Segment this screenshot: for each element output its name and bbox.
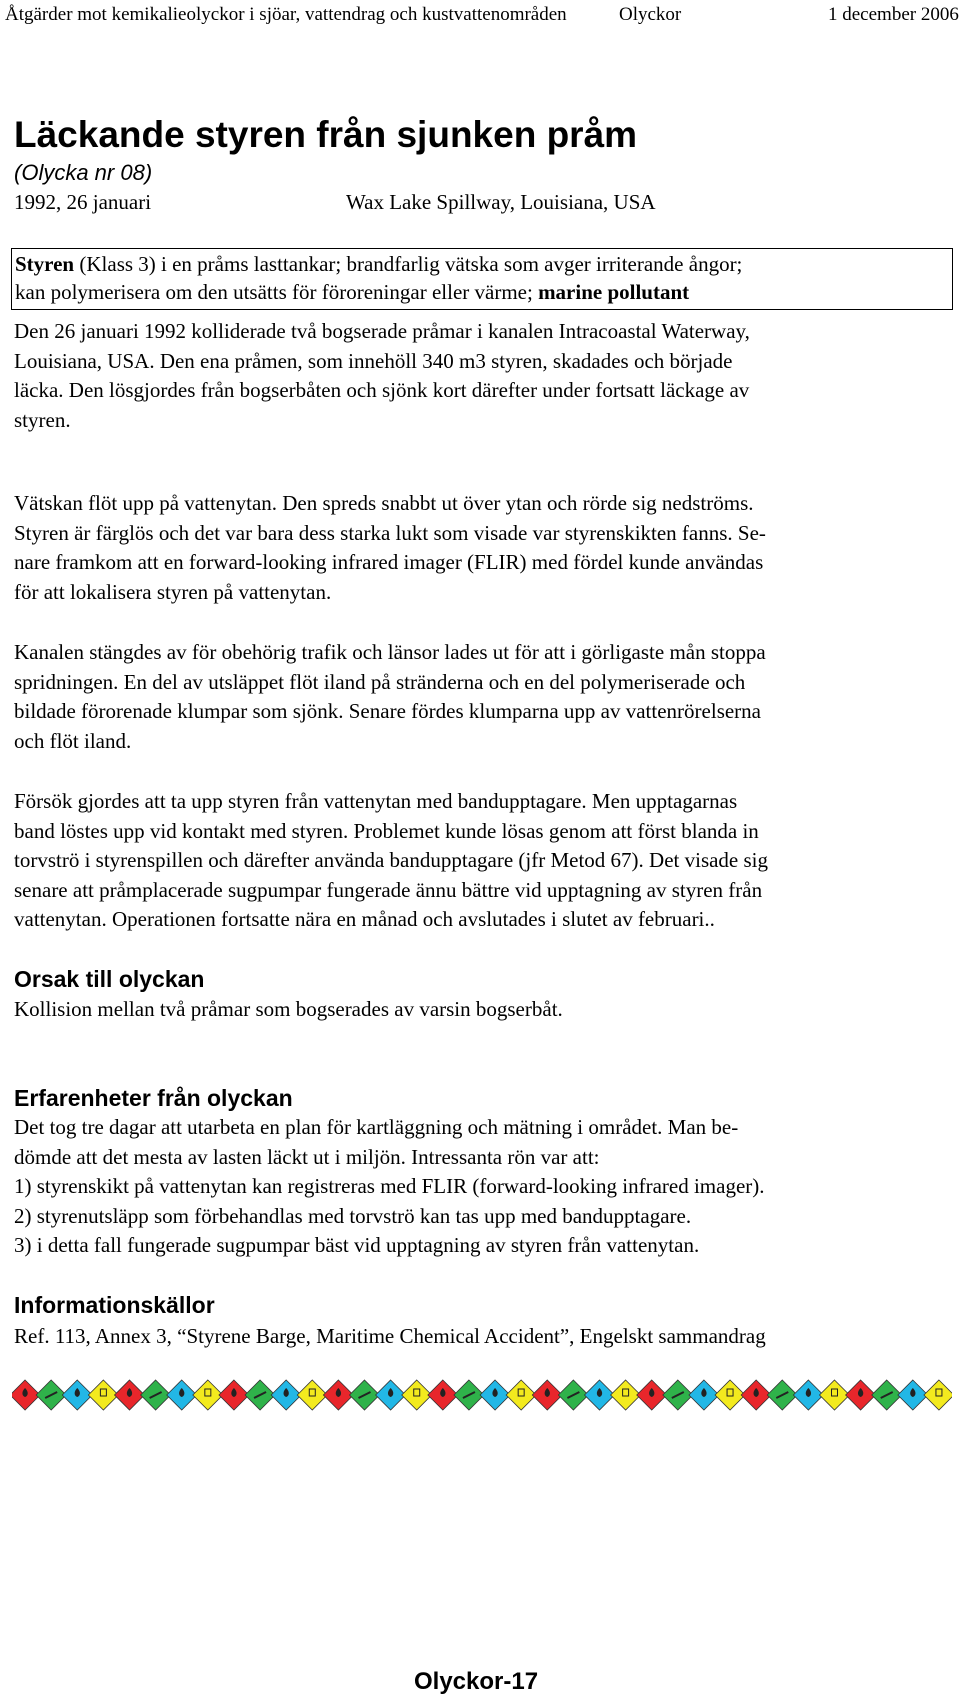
hazard-diamond-cyan (689, 1380, 719, 1410)
hazard-diamond-cyan (62, 1380, 92, 1410)
paragraph-line: nare framkom att en forward-looking infrared imager (FLIR) med fördel kunde användas (14, 550, 764, 575)
paragraph-line: Försök gjordes att ta upp styren från vattenytan med bandupptagare. Men upptagarnas (14, 789, 738, 813)
paragraph-line: band löstes upp vid kontakt med styren. Problemet kunde lösas genom att först blanda in (14, 818, 759, 843)
paragraph-line: Vätskan flöt upp på vattenytan. Den spreds snabbt ut över ytan och rörde sig nedströms. (14, 491, 754, 515)
paragraph-line: Kanalen stängdes av för obehörig trafik och länsor lades ut för att i görligaste mån stoppa (14, 640, 766, 664)
hazard-diamond-green (663, 1380, 693, 1410)
hazard-diamond-cyan (167, 1380, 197, 1410)
hazard-diamond-red (637, 1380, 667, 1410)
paragraph-line: torvströ i styrenspillen och därefter använda bandupptagare (jfr Metod 67). Det visade sig (14, 848, 769, 873)
paragraph-line: senare att pråmplacerade sugpumpar fungerade ännu bättre vid upptagning av styren från (14, 877, 763, 902)
sources-text-block (14, 1322, 954, 1352)
paragraph-line: styren. (14, 407, 71, 432)
page-number: Olyckor-17 (414, 1668, 539, 1695)
hazard-diamond-yellow (402, 1380, 432, 1410)
hazard-diamond-yellow (924, 1380, 952, 1410)
paragraph-containment (14, 638, 954, 756)
paragraph-recovery (14, 787, 954, 935)
hazard-diamond-yellow (611, 1380, 641, 1410)
accident-date: 1992, 26 januari (14, 190, 152, 214)
hazard-diamond-red (115, 1380, 145, 1410)
header-date: 1 december 2006 (828, 4, 959, 25)
sources-heading: Informationskällor (14, 1292, 215, 1318)
hazard-diamond-strip (12, 1378, 952, 1412)
hazard-diamond-red (532, 1380, 562, 1410)
paragraph-line: för att lokalisera styren på vattenytan. (14, 579, 332, 604)
cause-heading: Orsak till olyckan (14, 966, 205, 992)
hazard-diamond-cyan (271, 1380, 301, 1410)
hazard-diamond-green (558, 1380, 588, 1410)
experience-line: dömde att det mesta av lasten läckt ut i miljön. Intressanta rön var att: (14, 1144, 600, 1169)
experience-line: 2) styrenutsläpp som förbehandlas med torvströ kan tas upp med bandupptagare. (14, 1203, 692, 1228)
hazard-diamond-green (872, 1380, 902, 1410)
accident-location: Wax Lake Spillway, Louisiana, USA (346, 190, 656, 214)
paragraph-line: vattenytan. Operationen fortsatte nära en månad och avslutades i slutet av februari.. (14, 907, 715, 932)
hazard-diamond-red (323, 1380, 353, 1410)
substance-info-box (11, 248, 953, 310)
article-subtitle: (Olycka nr 08) (14, 160, 153, 185)
hazard-diamond-yellow (820, 1380, 850, 1410)
experience-text-block (14, 1113, 954, 1261)
experience-line: 3) i detta fall fungerade sugpumpar bäst vid upptagning av styren från vattenytan. (14, 1233, 700, 1258)
substance-line-1 (15, 252, 742, 277)
substance-description: (Klass 3) i en pråms lasttankar; brandfarlig vätska som avger irriterande ångor; (74, 252, 743, 276)
paragraph-line: Louisiana, USA. Den ena pråmen, som innehöll 340 m3 styren, skadades och började (14, 348, 733, 373)
paragraph-line: spridningen. En del av utsläppet flöt iland på stränderna och en del polymeriserade och (14, 669, 746, 694)
experience-line: 1) styrenskikt på vattenytan kan registreras med FLIR (forward-looking infrared imager). (14, 1174, 765, 1199)
experience-line: Det tog tre dagar att utarbeta en plan för kartläggning och mätning i området. Man be- (14, 1115, 739, 1139)
hazard-diamond-green (141, 1380, 171, 1410)
hazard-diamond-green (350, 1380, 380, 1410)
hazard-diamond-yellow (715, 1380, 745, 1410)
hazard-diamond-red (428, 1380, 458, 1410)
hazard-diamond-cyan (793, 1380, 823, 1410)
cause-text: Kollision mellan två pråmar som bogserades av varsin bogserbåt. (14, 997, 563, 1021)
hazard-diamond-green (767, 1380, 797, 1410)
hazard-diamond-red (741, 1380, 771, 1410)
hazard-diamond-yellow (297, 1380, 327, 1410)
hazard-diamond-cyan (898, 1380, 928, 1410)
page-header (5, 4, 959, 30)
substance-name: Styren (15, 252, 75, 276)
substance-line-2 (15, 280, 689, 305)
cause-text-block (14, 995, 954, 1025)
paragraph-incident (14, 317, 954, 435)
hazard-diamond-green (245, 1380, 275, 1410)
hazard-diamond-cyan (585, 1380, 615, 1410)
paragraph-line: läcka. Den lösgjordes från bogserbåten och sjönk kort därefter under fortsatt läckage av (14, 378, 750, 403)
hazard-diamond-green (36, 1380, 66, 1410)
paragraph-line: Styren är färglös och det var bara dess starka lukt som visade var styrenskikten fanns. Se- (14, 520, 766, 545)
hazard-diamond-red (219, 1380, 249, 1410)
marine-pollutant-label: marine pollutant (538, 280, 690, 304)
hazard-diamond-red (846, 1380, 876, 1410)
substance-description-cont: kan polymerisera om den utsätts för föroreningar eller värme; (15, 280, 539, 304)
paragraph-line: och flöt iland. (14, 728, 132, 753)
paragraph-line: Den 26 januari 1992 kolliderade två bogserade pråmar i kanalen Intracoastal Waterway, (14, 319, 750, 343)
hazard-diamond-cyan (376, 1380, 406, 1410)
article-title: Läckande styren från sjunken pråm (14, 114, 638, 155)
hazard-diamond-yellow (88, 1380, 118, 1410)
hazard-diamond-yellow (193, 1380, 223, 1410)
paragraph-spread (14, 489, 954, 607)
hazard-diamond-green (454, 1380, 484, 1410)
hazard-diamond-yellow (506, 1380, 536, 1410)
header-section: Olyckor (619, 4, 682, 25)
paragraph-line: bildade förorenade klumpar som sjönk. Senare fördes klumparna upp av vattenrörelserna (14, 699, 761, 724)
experience-heading: Erfarenheter från olyckan (14, 1085, 293, 1111)
hazard-diamond-cyan (480, 1380, 510, 1410)
sources-text: Ref. 113, Annex 3, “Styrene Barge, Maritime Chemical Accident”, Engelskt sammandrag (14, 1324, 766, 1348)
header-document-title: Åtgärder mot kemikalieolyckor i sjöar, vattendrag och kustvattenområden (5, 4, 567, 25)
